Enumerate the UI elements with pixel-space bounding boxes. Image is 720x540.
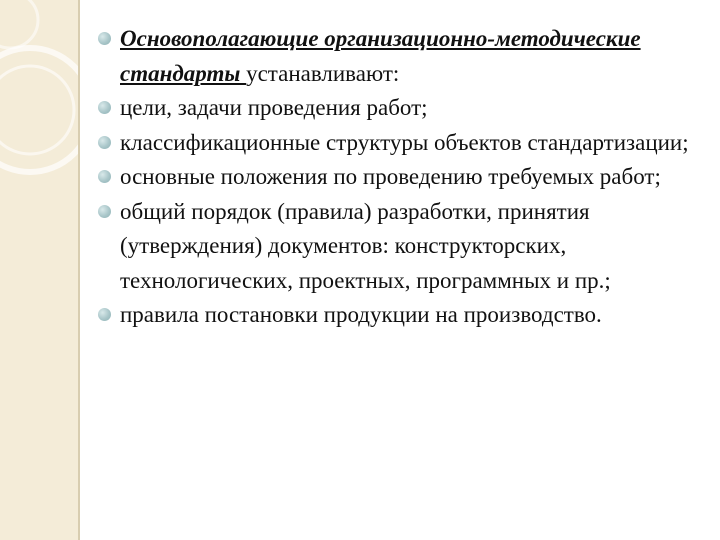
list-item: [98, 160, 702, 195]
list-item: [98, 91, 702, 126]
bullet-dot-icon: [98, 101, 111, 114]
list-item-text: правила постановки продукции на производство.: [120, 302, 602, 327]
list-item-text: устанавливают:: [246, 60, 400, 86]
bullet-dot-icon: [98, 32, 111, 45]
bullet-dot-icon: [98, 205, 111, 218]
decorative-side-panel: [0, 0, 78, 540]
list-item-text: общий порядок (правила) разработки, принятия (утверждения) документов: конструкторских, технологических, проектных, программных и пр.;: [120, 198, 611, 293]
list-item-heading: Основополагающие организационно-методические стандарты: [120, 26, 641, 86]
bullet-dot-icon: [98, 136, 111, 149]
panel-divider: [78, 0, 80, 540]
bullet-dot-icon: [98, 308, 111, 321]
decorative-rings-icon: [0, 0, 78, 540]
list-item: [98, 195, 702, 299]
list-item: [98, 22, 702, 91]
bullet-dot-icon: [98, 170, 111, 183]
list-item: [98, 298, 702, 333]
list-item-text: основные положения по проведению требуемых работ;: [120, 164, 661, 189]
bullet-list: [98, 22, 702, 333]
list-item-text: классификационные структуры объектов стандартизации;: [120, 129, 689, 155]
list-item: [98, 126, 702, 161]
list-item-text: цели, задачи проведения работ;: [120, 95, 428, 120]
slide-content: [98, 22, 702, 333]
